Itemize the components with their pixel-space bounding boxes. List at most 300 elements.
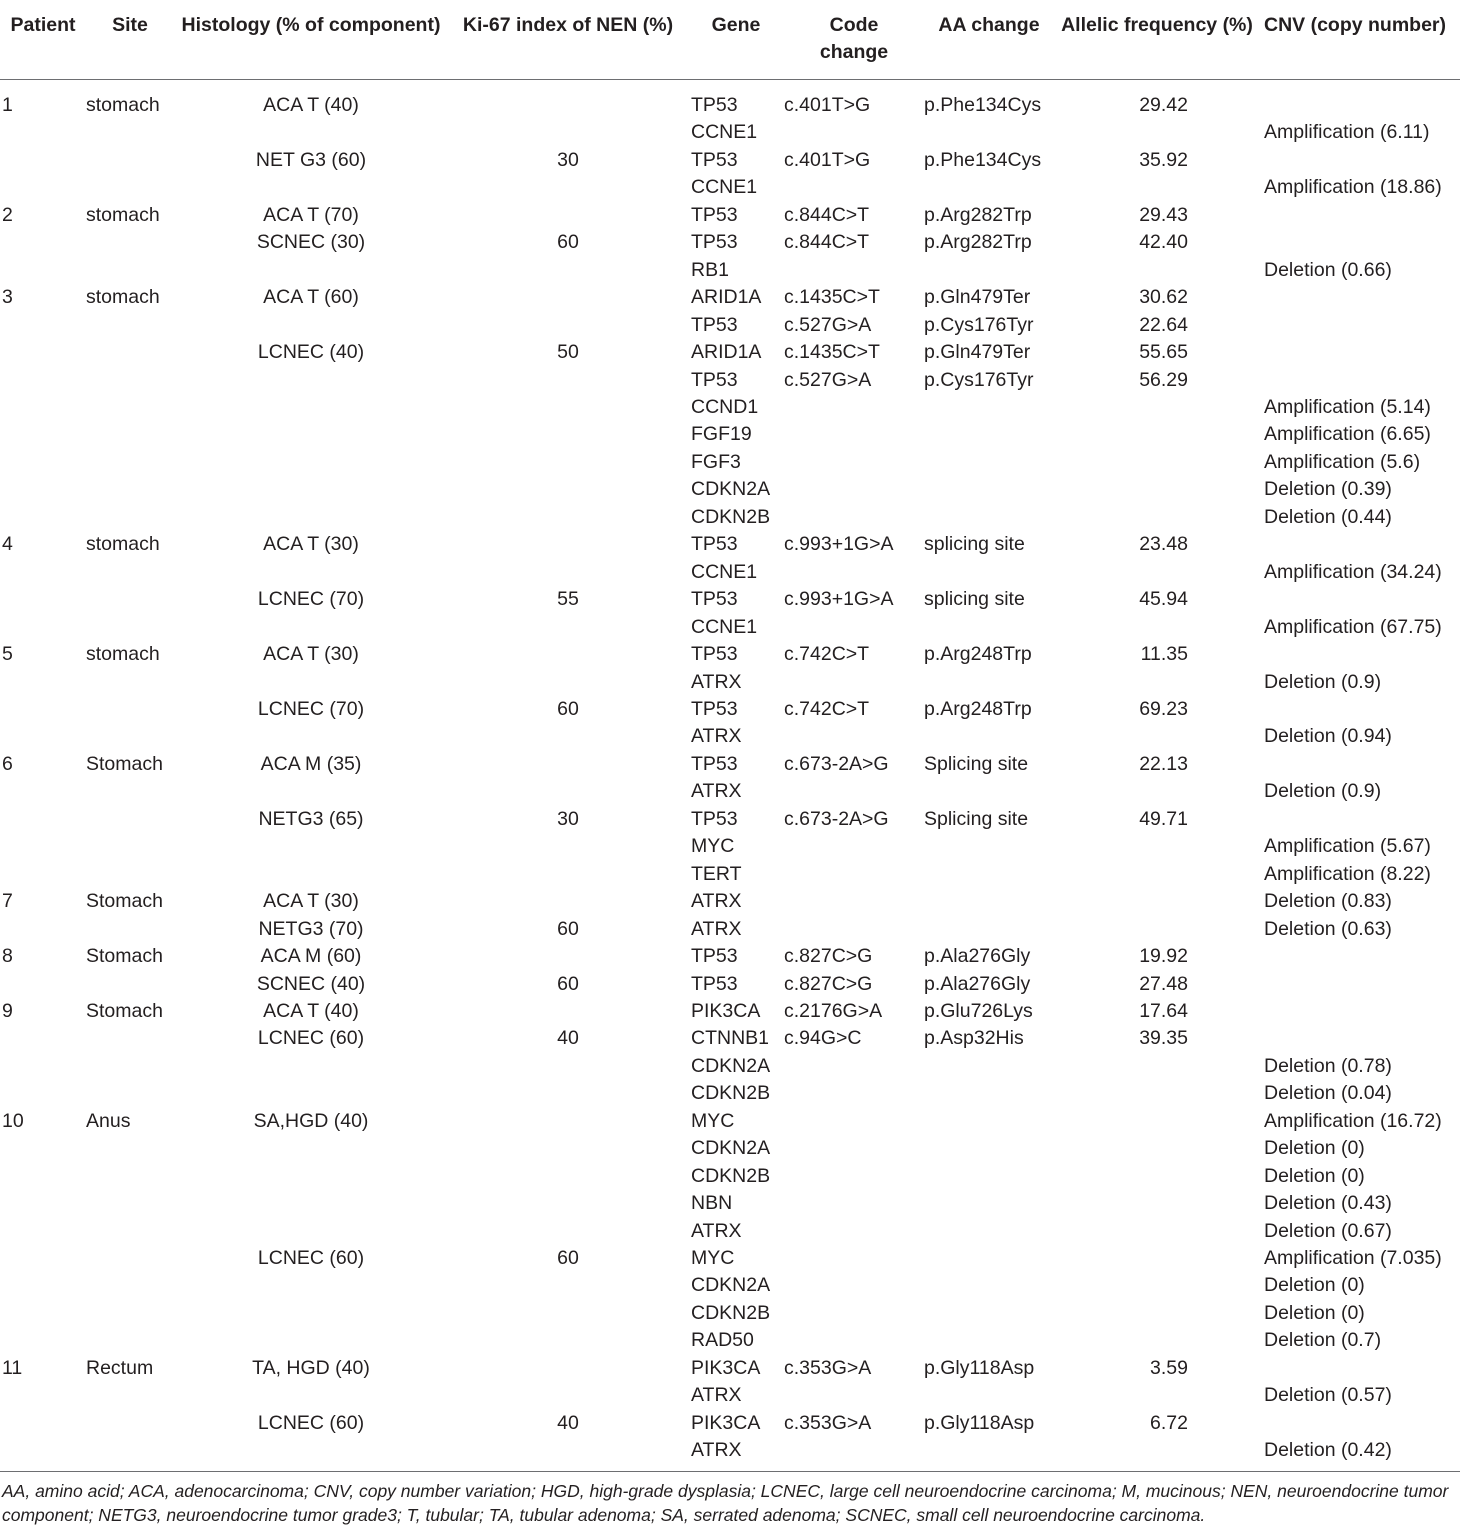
table-row: [0, 1245, 1460, 1272]
gene-cell: CDKN2B: [691, 1082, 771, 1105]
patient-cell: [0, 421, 86, 448]
allelic-frequency-cell: [1054, 119, 1260, 146]
header-patient: Patient: [0, 0, 86, 80]
ki67-cell: 60: [557, 1247, 579, 1270]
aa-change-cell: p.Gly118Asp: [924, 1356, 1035, 1379]
aa-change-cell: p.Gln479Ter: [924, 286, 1031, 309]
ki67-cell: [448, 1163, 688, 1190]
cnv-cell: Deletion (0.39): [1264, 478, 1392, 501]
ki67-cell: [448, 449, 688, 476]
table-row: [0, 367, 1460, 394]
gene-cell: ATRX: [691, 890, 742, 913]
code-change-cell: [784, 1135, 924, 1162]
site-cell: [86, 833, 174, 860]
code-change-cell: [784, 916, 924, 943]
site-cell: [86, 1025, 174, 1052]
ki67-cell: 60: [557, 231, 579, 254]
patient-cell: [0, 1410, 86, 1437]
histology-cell: [174, 559, 448, 586]
aa-change-cell: p.Cys176Tyr: [924, 313, 1034, 336]
histology-cell: LCNEC (60): [257, 1027, 365, 1050]
patient-cell: [0, 586, 86, 613]
allelic-frequency-cell: 42.40: [1139, 231, 1188, 254]
aa-change-cell: [924, 669, 1054, 696]
aa-change-cell: [924, 504, 1054, 531]
patient-cell: [0, 614, 86, 641]
histology-cell: [174, 778, 448, 805]
aa-change-cell: [924, 1245, 1054, 1272]
histology-cell: [174, 833, 448, 860]
gene-cell: TP53: [691, 807, 738, 830]
cnv-cell: [1260, 943, 1460, 970]
code-change-cell: [784, 669, 924, 696]
gene-cell: TP53: [691, 643, 738, 666]
site-cell: [86, 174, 174, 201]
code-change-cell: [784, 504, 924, 531]
code-change-cell: [784, 1163, 924, 1190]
aa-change-cell: [924, 1218, 1054, 1245]
site-cell: [86, 119, 174, 146]
gene-cell: RB1: [691, 258, 729, 281]
patient-cell: [0, 449, 86, 476]
table-row: [0, 80, 1460, 120]
aa-change-cell: p.Gly118Asp: [924, 1411, 1035, 1434]
ki67-cell: [448, 1190, 688, 1217]
allelic-frequency-cell: [1054, 1327, 1260, 1354]
code-change-cell: c.742C>T: [784, 697, 870, 720]
allelic-frequency-cell: 45.94: [1139, 588, 1188, 611]
table-row: [0, 1080, 1460, 1107]
histology-cell: [174, 476, 448, 503]
cnv-cell: [1260, 586, 1460, 613]
aa-change-cell: [924, 1300, 1054, 1327]
cnv-cell: Deletion (0): [1264, 1137, 1365, 1160]
histology-cell: [174, 861, 448, 888]
ki67-cell: [448, 394, 688, 421]
patient-cell: [0, 147, 86, 174]
ki67-cell: [448, 531, 688, 558]
gene-cell: TERT: [691, 862, 742, 885]
gene-cell: MYC: [691, 835, 735, 858]
histology-cell: [174, 119, 448, 146]
cnv-cell: [1260, 531, 1460, 558]
histology-cell: [174, 1382, 448, 1409]
allelic-frequency-cell: 69.23: [1139, 697, 1188, 720]
code-change-cell: c.827C>G: [784, 972, 873, 995]
code-change-cell: [784, 1053, 924, 1080]
allelic-frequency-cell: 22.13: [1139, 752, 1188, 775]
cnv-cell: [1260, 971, 1460, 998]
allelic-frequency-cell: [1054, 1218, 1260, 1245]
gene-cell: TP53: [691, 313, 738, 336]
aa-change-cell: [924, 1272, 1054, 1299]
patient-cell: 10: [2, 1109, 24, 1132]
table-row: [0, 421, 1460, 448]
gene-cell: PIK3CA: [691, 1411, 761, 1434]
gene-cell: CDKN2A: [691, 1137, 771, 1160]
aa-change-cell: p.Arg248Trp: [924, 643, 1032, 666]
ki67-cell: [448, 476, 688, 503]
code-change-cell: [784, 421, 924, 448]
allelic-frequency-cell: [1054, 559, 1260, 586]
patient-cell: [0, 339, 86, 366]
gene-cell: TP53: [691, 148, 738, 171]
table-row: [0, 1135, 1460, 1162]
aa-change-cell: p.Phe134Cys: [924, 148, 1042, 171]
aa-change-cell: [924, 559, 1054, 586]
gene-cell: CDKN2B: [691, 1164, 771, 1187]
site-cell: [86, 1053, 174, 1080]
site-cell: [86, 421, 174, 448]
gene-cell: MYC: [691, 1247, 735, 1270]
histology-cell: [174, 1163, 448, 1190]
allelic-frequency-cell: 29.43: [1139, 203, 1188, 226]
cnv-cell: Amplification (8.22): [1264, 862, 1431, 885]
histology-cell: [174, 1053, 448, 1080]
site-cell: Anus: [86, 1109, 131, 1132]
ki67-cell: [448, 367, 688, 394]
site-cell: [86, 1410, 174, 1437]
gene-cell: CCNE1: [691, 615, 758, 638]
table-row: [0, 943, 1460, 970]
histology-cell: TA, HGD (40): [252, 1356, 370, 1379]
cnv-cell: Amplification (6.65): [1264, 423, 1431, 446]
site-cell: [86, 339, 174, 366]
table-row: [0, 1108, 1460, 1135]
histology-cell: LCNEC (70): [257, 588, 365, 611]
code-change-cell: c.742C>T: [784, 643, 870, 666]
code-change-cell: c.673-2A>G: [784, 752, 889, 775]
patient-cell: 8: [2, 945, 13, 968]
gene-cell: ATRX: [691, 917, 742, 940]
aa-change-cell: [924, 1382, 1054, 1409]
patient-cell: 9: [2, 999, 13, 1022]
code-change-cell: [784, 257, 924, 284]
gene-cell: FGF19: [691, 423, 752, 446]
code-change-cell: [784, 1190, 924, 1217]
patient-cell: 2: [2, 203, 13, 226]
site-cell: [86, 257, 174, 284]
cnv-cell: [1260, 751, 1460, 778]
site-cell: [86, 614, 174, 641]
ki67-cell: [448, 1355, 688, 1382]
cnv-cell: Deletion (0): [1264, 1274, 1365, 1297]
patient-cell: [0, 723, 86, 750]
table-row: [0, 778, 1460, 805]
aa-change-cell: [924, 1327, 1054, 1354]
gene-cell: ATRX: [691, 1439, 742, 1462]
allelic-frequency-cell: [1054, 614, 1260, 641]
cnv-cell: [1260, 229, 1460, 256]
ki67-cell: [448, 723, 688, 750]
cnv-cell: [1260, 998, 1460, 1025]
code-change-cell: c.401T>G: [784, 94, 871, 116]
gene-cell: TP53: [691, 94, 738, 116]
table-body: [0, 80, 1460, 1465]
patient-cell: [0, 861, 86, 888]
allelic-frequency-cell: 17.64: [1139, 999, 1188, 1022]
histology-cell: [174, 1437, 448, 1464]
cnv-cell: [1260, 641, 1460, 668]
cnv-cell: Deletion (0.44): [1264, 505, 1392, 528]
site-cell: [86, 1163, 174, 1190]
table-row: [0, 531, 1460, 558]
allelic-frequency-cell: [1054, 1135, 1260, 1162]
histology-cell: ACA M (35): [260, 752, 362, 775]
table-row: [0, 1190, 1460, 1217]
ki67-cell: [448, 778, 688, 805]
aa-change-cell: p.Arg282Trp: [924, 203, 1032, 226]
site-cell: [86, 806, 174, 833]
site-cell: [86, 476, 174, 503]
code-change-cell: [784, 1245, 924, 1272]
cnv-cell: Deletion (0.66): [1264, 258, 1392, 281]
cnv-cell: Deletion (0.67): [1264, 1219, 1392, 1242]
cnv-cell: Amplification (18.86): [1264, 176, 1442, 199]
aa-change-cell: [924, 1163, 1054, 1190]
site-cell: [86, 1300, 174, 1327]
aa-change-cell: [924, 1108, 1054, 1135]
patient-cell: [0, 1327, 86, 1354]
code-change-cell: c.527G>A: [784, 368, 872, 391]
site-cell: [86, 504, 174, 531]
allelic-frequency-cell: [1054, 1382, 1260, 1409]
patient-cell: [0, 833, 86, 860]
site-cell: [86, 1245, 174, 1272]
cnv-cell: Deletion (0.9): [1264, 670, 1382, 693]
aa-change-cell: p.Asp32His: [924, 1027, 1024, 1050]
ki67-cell: 30: [557, 807, 579, 830]
allelic-frequency-cell: [1054, 723, 1260, 750]
aa-change-cell: [924, 861, 1054, 888]
patient-cell: 7: [2, 890, 13, 913]
site-cell: stomach: [86, 94, 160, 116]
site-cell: [86, 1437, 174, 1464]
patient-cell: [0, 696, 86, 723]
site-cell: [86, 1327, 174, 1354]
cnv-cell: [1260, 80, 1460, 120]
histology-cell: ACA T (60): [263, 286, 359, 309]
allelic-frequency-cell: 56.29: [1139, 368, 1188, 391]
gene-cell: CDKN2A: [691, 1054, 771, 1077]
allelic-frequency-cell: 22.64: [1139, 313, 1188, 336]
ki67-cell: 40: [557, 1411, 579, 1434]
cnv-cell: Amplification (67.75): [1264, 615, 1442, 638]
patient-cell: [0, 367, 86, 394]
gene-cell: TP53: [691, 697, 738, 720]
header-site: Site: [86, 0, 174, 80]
allelic-frequency-cell: [1054, 1108, 1260, 1135]
allelic-frequency-cell: [1054, 421, 1260, 448]
code-change-cell: [784, 888, 924, 915]
table-row: [0, 1382, 1460, 1409]
site-cell: [86, 147, 174, 174]
ki67-cell: [448, 559, 688, 586]
site-cell: Rectum: [86, 1356, 154, 1379]
header-gene: Gene: [688, 0, 784, 80]
cnv-cell: [1260, 202, 1460, 229]
allelic-frequency-cell: [1054, 1300, 1260, 1327]
allelic-frequency-cell: 23.48: [1139, 533, 1188, 556]
allelic-frequency-cell: [1054, 833, 1260, 860]
code-change-cell: c.401T>G: [784, 148, 871, 171]
table-row: [0, 806, 1460, 833]
code-change-cell: [784, 559, 924, 586]
gene-cell: TP53: [691, 945, 738, 968]
ki67-cell: [448, 1218, 688, 1245]
ki67-cell: [448, 174, 688, 201]
cnv-cell: [1260, 1410, 1460, 1437]
aa-change-cell: [924, 1190, 1054, 1217]
allelic-frequency-cell: 55.65: [1139, 341, 1188, 364]
patient-cell: 5: [2, 643, 13, 666]
allelic-frequency-cell: [1054, 916, 1260, 943]
code-change-cell: [784, 833, 924, 860]
patient-cell: 6: [2, 752, 13, 775]
code-change-cell: c.1435C>T: [784, 341, 880, 364]
table-row: [0, 119, 1460, 146]
histology-cell: [174, 1300, 448, 1327]
table-row: [0, 696, 1460, 723]
cnv-cell: [1260, 1355, 1460, 1382]
code-change-cell: c.827C>G: [784, 945, 873, 968]
table-row: [0, 1218, 1460, 1245]
cnv-cell: Amplification (5.6): [1264, 450, 1421, 473]
code-change-cell: [784, 1382, 924, 1409]
patient-cell: [0, 1053, 86, 1080]
table-row: [0, 1163, 1460, 1190]
table-row: [0, 1025, 1460, 1052]
ki67-cell: [448, 1108, 688, 1135]
allelic-frequency-cell: [1054, 888, 1260, 915]
cnv-cell: Amplification (16.72): [1264, 1109, 1442, 1132]
table-row: [0, 669, 1460, 696]
code-change-cell: [784, 1108, 924, 1135]
table-row: [0, 202, 1460, 229]
site-cell: [86, 971, 174, 998]
table-row: [0, 971, 1460, 998]
code-change-cell: c.993+1G>A: [784, 533, 894, 556]
site-cell: [86, 449, 174, 476]
ki67-cell: [448, 641, 688, 668]
table-row: [0, 1327, 1460, 1354]
allelic-frequency-cell: 29.42: [1139, 94, 1188, 116]
code-change-cell: [784, 174, 924, 201]
patient-cell: [0, 1382, 86, 1409]
table-header: [0, 0, 1460, 80]
gene-cell: TP53: [691, 588, 738, 611]
histology-cell: ACA T (40): [263, 94, 359, 116]
table-row: [0, 449, 1460, 476]
histology-cell: [174, 1190, 448, 1217]
site-cell: [86, 367, 174, 394]
histology-cell: LCNEC (70): [257, 697, 365, 720]
histology-cell: [174, 669, 448, 696]
histology-cell: NETG3 (70): [258, 917, 364, 940]
allelic-frequency-cell: [1054, 1245, 1260, 1272]
aa-change-cell: p.Ala276Gly: [924, 945, 1031, 968]
code-change-cell: c.1435C>T: [784, 286, 880, 309]
patient-cell: 3: [2, 286, 13, 309]
ki67-cell: [448, 669, 688, 696]
table-footnote: AA, amino acid; ACA, adenocarcinoma; CNV, copy number variation; HGD, high-grade dysplasia; LCNEC, large cell neuroendocrine carcinoma; M, mucinous; NEN, neuroendocrine tumor component; NETG3, neuroendocrine tumor grade3; T, tubular; TA, tubular adenoma; SA, serrated adenoma; SCNEC, small cell neuroendocrine carcinoma.: [2, 1481, 1449, 1525]
histology-cell: NET G3 (60): [255, 148, 367, 171]
ki67-cell: [448, 312, 688, 339]
gene-cell: CCND1: [691, 395, 759, 418]
ki67-cell: [448, 1053, 688, 1080]
code-change-cell: [784, 778, 924, 805]
histology-cell: [174, 394, 448, 421]
cnv-cell: Amplification (5.14): [1264, 395, 1431, 418]
table-row: [0, 1053, 1460, 1080]
patient-cell: [0, 916, 86, 943]
aa-change-cell: p.Gln479Ter: [924, 341, 1031, 364]
cnv-cell: Deletion (0): [1264, 1164, 1365, 1187]
gene-cell: ATRX: [691, 780, 742, 803]
gene-cell: CCNE1: [691, 560, 758, 583]
ki67-cell: 60: [557, 917, 579, 940]
aa-change-cell: [924, 614, 1054, 641]
gene-cell: PIK3CA: [691, 999, 761, 1022]
histology-cell: [174, 257, 448, 284]
gene-cell: ARID1A: [691, 341, 762, 364]
patient-cell: [0, 229, 86, 256]
code-change-cell: [784, 1272, 924, 1299]
ki67-cell: [448, 1382, 688, 1409]
site-cell: [86, 778, 174, 805]
aa-change-cell: [924, 1437, 1054, 1464]
table-row: [0, 394, 1460, 421]
cnv-cell: Amplification (34.24): [1264, 560, 1442, 583]
code-change-cell: [784, 449, 924, 476]
gene-cell: TP53: [691, 752, 738, 775]
allelic-frequency-cell: 49.71: [1139, 807, 1188, 830]
table-row: [0, 888, 1460, 915]
code-change-cell: [784, 119, 924, 146]
histology-cell: ACA T (40): [263, 999, 359, 1022]
ki67-cell: 30: [557, 148, 579, 171]
histology-cell: [174, 367, 448, 394]
patient-cell: 11: [2, 1356, 23, 1379]
table-row: [0, 339, 1460, 366]
gene-cell: CDKN2B: [691, 505, 771, 528]
allelic-frequency-cell: [1054, 1053, 1260, 1080]
site-cell: [86, 1080, 174, 1107]
ki67-cell: 60: [557, 972, 579, 995]
cnv-cell: Deletion (0.7): [1264, 1329, 1382, 1352]
aa-change-cell: Splicing site: [924, 752, 1029, 775]
gene-cell: ATRX: [691, 670, 742, 693]
allelic-frequency-cell: [1054, 861, 1260, 888]
aa-change-cell: [924, 174, 1054, 201]
allelic-frequency-cell: [1054, 1437, 1260, 1464]
table-bottom-rule: [0, 1471, 1460, 1472]
cnv-cell: Deletion (0.04): [1264, 1082, 1392, 1105]
ki67-cell: [448, 998, 688, 1025]
gene-cell: CCNE1: [691, 121, 758, 144]
cnv-cell: [1260, 1025, 1460, 1052]
site-cell: [86, 916, 174, 943]
aa-change-cell: [924, 723, 1054, 750]
histology-cell: SCNEC (40): [256, 972, 366, 995]
aa-change-cell: [924, 119, 1054, 146]
table-row: [0, 586, 1460, 613]
gene-cell: TP53: [691, 972, 738, 995]
header-ki67: Ki-67 index of NEN (%): [448, 0, 688, 80]
site-cell: Stomach: [86, 999, 163, 1022]
aa-change-cell: Splicing site: [924, 807, 1029, 830]
ki67-cell: [448, 202, 688, 229]
